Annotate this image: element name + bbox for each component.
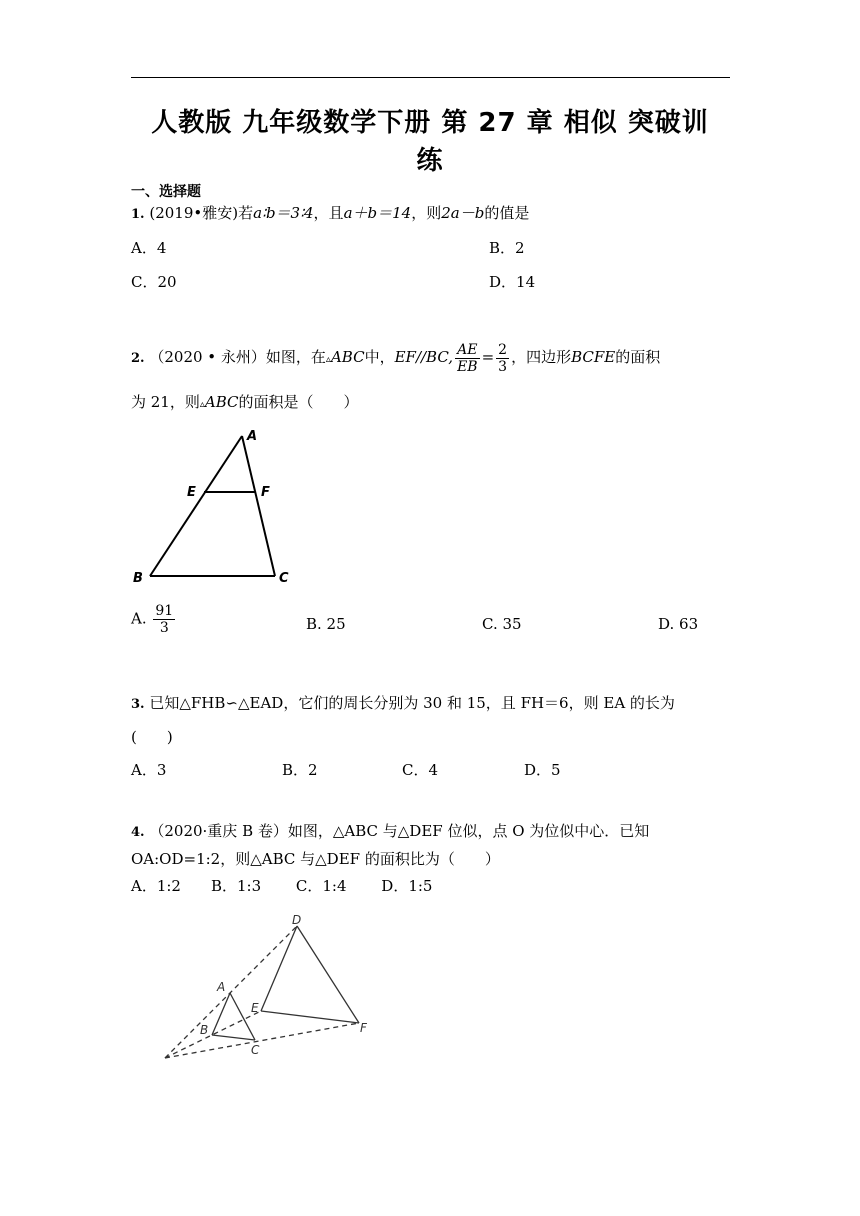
question-2-text: 的面积 — [615, 348, 661, 366]
document-title — [120, 104, 740, 180]
fraction-denominator: 3 — [498, 358, 508, 375]
question-1-source: (2019•雅安)若 — [149, 204, 254, 222]
question-2-text: 的面积是（ ） — [238, 393, 359, 411]
vertex-label-f: F — [360, 1021, 367, 1035]
vertex-label-a: A — [217, 980, 226, 994]
question-3-option-b[interactable]: B．2 — [282, 761, 318, 779]
question-4-homothety-figure — [150, 908, 390, 1068]
question-1-option-a[interactable]: A．4 — [131, 239, 167, 257]
question-2-option-b[interactable]: B. 25 — [306, 615, 346, 633]
vertex-label-c: C — [279, 571, 289, 586]
fraction-numerator: 2 — [498, 341, 508, 358]
question-3-option-d[interactable]: D．5 — [524, 761, 561, 779]
option-a-fraction — [153, 603, 175, 636]
question-2-text: 中， — [364, 348, 395, 366]
question-2-text: （2020 • 永州）如图，在 — [149, 348, 326, 366]
triangle-abc-label: ABC — [204, 393, 239, 411]
question-4-stem-line-1 — [131, 821, 731, 843]
question-3-option-c[interactable]: C．4 — [402, 761, 439, 779]
fraction-denominator: 3 — [159, 620, 169, 636]
ratio-value-fraction — [496, 342, 509, 375]
fraction-numerator: 91 — [155, 603, 174, 619]
section-heading: 一、选择题 — [131, 184, 201, 200]
question-2-triangle-figure — [125, 420, 305, 590]
vertex-label-c: C — [251, 1043, 260, 1057]
question-1-option-d[interactable]: D．14 — [489, 273, 536, 291]
question-2-text: ，四边形 — [511, 348, 572, 366]
option-label: A. — [131, 609, 147, 628]
triangle-symbol-icon: ▵ — [199, 399, 205, 410]
question-1-option-c[interactable]: C．20 — [131, 273, 177, 291]
question-1-sum: a＋b＝14 — [343, 204, 412, 222]
equals-sign: = — [481, 348, 495, 366]
vertex-label-a: A — [247, 429, 258, 444]
quadrilateral-label: BCFE — [571, 348, 616, 366]
vertex-label-b: B — [200, 1023, 209, 1037]
question-1-expression: 2a－b — [441, 204, 485, 222]
question-1-ratio: a∶b＝3∶4 — [253, 204, 314, 222]
question-2-text: 为 21，则 — [131, 393, 200, 411]
question-2-stem-line-1 — [131, 335, 731, 382]
title-line-2: 练 — [416, 146, 444, 176]
question-3-text: 已知△FHB∽△EAD，它们的周长分别为 30 和 15，且 FH＝6，则 EA 的长为 — [149, 694, 675, 712]
parallel-condition: EF//BC, — [394, 348, 454, 366]
question-2-number: 2. — [131, 351, 145, 366]
question-1-text: 的值是 — [484, 204, 530, 222]
question-1-text: ，则 — [411, 204, 442, 222]
question-2-option-d[interactable]: D. 63 — [658, 615, 699, 633]
question-3-option-a[interactable]: A．3 — [131, 761, 167, 779]
vertex-label-b: B — [133, 571, 143, 586]
header-rule — [131, 77, 730, 78]
question-1-number: 1. — [131, 207, 145, 222]
vertex-label-d: D — [292, 913, 302, 927]
title-line-1: 人教版 九年级数学下册 第 27 章 相似 突破训 — [151, 108, 709, 138]
question-2-stem-line-2 — [131, 392, 731, 415]
question-4-stem-line-2: OA:OD=1:2，则△ABC 与△DEF 的面积比为（ ） — [131, 850, 500, 868]
question-4-text: （2020·重庆 B 卷）如图，△ABC 与△DEF 位似，点 O 为位似中心．已知 — [149, 822, 650, 840]
fraction-denominator: EB — [457, 358, 478, 375]
question-1-option-b[interactable]: B．2 — [489, 239, 525, 257]
vertex-label-f: F — [261, 485, 270, 500]
question-3-number: 3. — [131, 697, 145, 712]
triangle-abc-label: ABC — [330, 348, 365, 366]
question-3-stem-line-2: ( ) — [131, 728, 173, 746]
vertex-label-e: E — [251, 1001, 259, 1015]
question-2-option-a[interactable] — [131, 603, 177, 636]
question-3-stem-line-1 — [131, 693, 731, 715]
triangle-symbol-icon: ▵ — [325, 354, 331, 365]
question-1-stem — [131, 203, 731, 225]
question-2-option-c[interactable]: C. 35 — [482, 615, 522, 633]
question-1-text: ，且 — [313, 204, 344, 222]
ratio-fraction — [455, 342, 480, 375]
question-4-number: 4. — [131, 825, 145, 840]
fraction-numerator: AE — [455, 342, 480, 359]
question-4-options[interactable]: A．1:2 B．1:3 C．1:4 D．1:5 — [131, 877, 433, 895]
vertex-label-e: E — [187, 485, 196, 500]
